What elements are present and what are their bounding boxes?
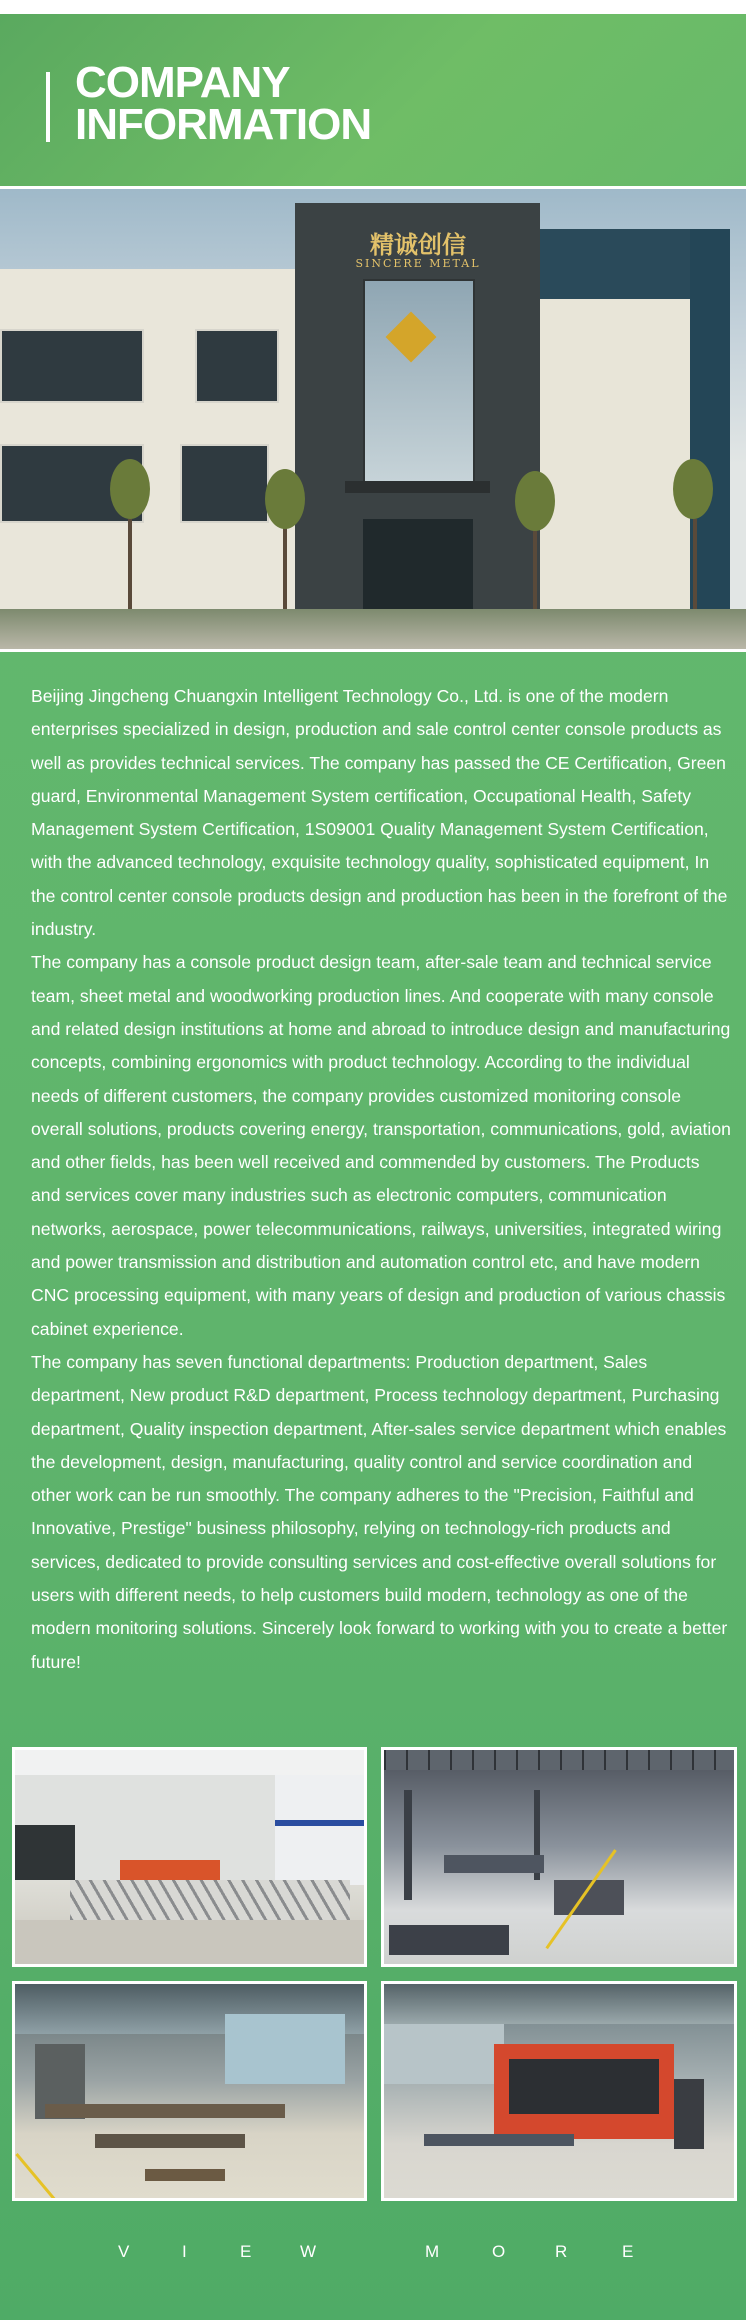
entrance-door: [363, 519, 473, 609]
view-more-letter: E: [240, 2242, 252, 2261]
tree: [110, 459, 150, 519]
metal-sheets: [389, 1925, 509, 1955]
tree: [265, 469, 305, 529]
window: [225, 2014, 345, 2084]
glass-curtain-wall: [363, 279, 475, 483]
page-title: COMPANY INFORMATION: [75, 58, 372, 149]
view-more-letter: I: [182, 2242, 187, 2261]
description-paragraph: The company has seven functional departments: Production department, Sales department, New product R&D department, Process technology department, Purchasing department, Quality inspection department, After-sales service department which enables the development, design, manufacturing, quality control and service coordination and other work can be run smoothly. The company adheres to the "Precision, Faithful and Innovative, Prestige" business philosophy, relying on technology-rich products and services, dedicated to provide consulting services and cost-effective overall solutions for users with different needs, to help customers build modern, technology as one of the modern monitoring solutions. Sincerely look forward to working with you to create a better future!: [31, 1351, 728, 1672]
ground: [0, 609, 746, 649]
workshop-photo: [381, 1747, 737, 1967]
tree-trunk: [693, 519, 697, 611]
building-sign-english: SINCERE METAL: [355, 257, 481, 270]
workshop-roof: [384, 1984, 734, 2024]
metal-sheets: [424, 2134, 574, 2146]
window: [195, 329, 279, 403]
view-more-letter: R: [555, 2242, 568, 2261]
floor-line: [15, 2153, 56, 2201]
window: [180, 444, 269, 523]
machine-panel: [509, 2059, 659, 2114]
left-wing: [0, 269, 300, 609]
tree: [673, 459, 713, 519]
workbench: [95, 2134, 245, 2148]
factory-gate-photo: [12, 1747, 367, 1967]
tree: [515, 471, 555, 531]
tree-trunk: [128, 519, 132, 611]
building-sign-chinese: 精诚创信: [370, 230, 466, 259]
building-stripe: [275, 1820, 364, 1826]
assembly-workshop-photo: [12, 1981, 367, 2201]
view-more-letter: W: [300, 2242, 317, 2261]
company-description: [31, 680, 731, 1679]
column: [404, 1790, 412, 1900]
window: [384, 2024, 504, 2084]
view-more-letter: E: [622, 2242, 634, 2261]
header-banner: [0, 14, 746, 186]
workshop-ceiling: [384, 1750, 734, 1770]
pavement: [15, 1920, 364, 1964]
tree-trunk: [533, 519, 537, 611]
view-more-letter: O: [492, 2242, 506, 2261]
retractable-gate: [70, 1880, 350, 1920]
description-paragraph: Beijing Jingcheng Chuangxin Intelligent Technology Co., Ltd. is one of the modern enterprises specialized in design, production and sale control center console products as well as provides technical services. The company has passed the CE Certification, Green guard, Environmental Management System certification, Occupational Health, Safety Management System Certification, 1S09001 Quality Management System Certification, with the advanced technology, exquisite technology quality, sophisticated equipment, In the control center console products design and production has been in the forefront of the industry.: [31, 686, 728, 940]
building-photo: [0, 189, 746, 649]
header-accent-bar: [46, 72, 50, 142]
tree-trunk: [283, 519, 287, 611]
machine: [444, 1855, 544, 1873]
view-more-letter: M: [425, 2242, 440, 2261]
loading-door: [15, 1825, 75, 1880]
operator: [674, 2079, 704, 2149]
photo-divider: [0, 649, 746, 652]
right-white-strip: [746, 0, 750, 2320]
description-paragraph: The company has a console product design team, after-sale team and technical service team, sheet metal and woodworking production lines. And cooperate with many console and related design institutions at home and abroad to introduce design and manufacturing concepts, combining ergonomics with product technology. According to the individual needs of different customers, the company provides customized monitoring console overall solutions, products covering energy, transportation, communications, gold, aviation and other fields, has been well received and commended by customers. The Products and services cover many industries such as electronic computers, communication networks, aerospace, power telecommunications, railways, universities, integrated wiring and power transmission and distribution and automation control etc, and have modern CNC processing equipment, with many years of design and production of various chassis cabinet experience.: [31, 952, 731, 1339]
window: [0, 329, 144, 403]
workbench: [45, 2104, 285, 2118]
entrance-canopy: [345, 481, 490, 493]
view-more-letter: V: [118, 2242, 130, 2261]
office-building: [275, 1775, 364, 1885]
top-white-strip: [0, 0, 750, 14]
pallet: [145, 2169, 225, 2181]
laser-cutting-photo: [381, 1981, 737, 2201]
view-more-button[interactable]: [0, 2230, 746, 2274]
